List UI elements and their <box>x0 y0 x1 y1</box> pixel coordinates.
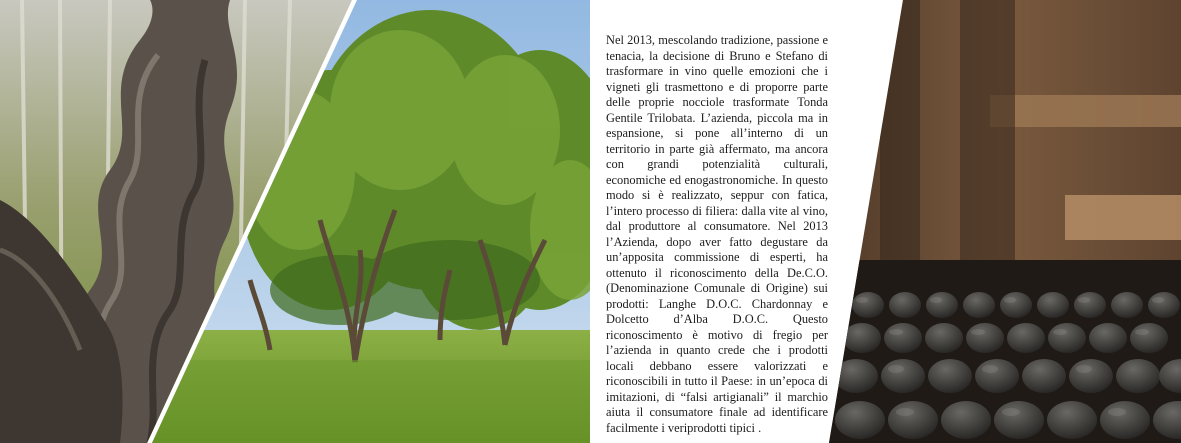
article-text-block <box>606 33 828 436</box>
wine-cellar-bottles-photo <box>820 0 1181 443</box>
article-paragraph: Nel 2013, mescolando tradizione, passione e tenacia, la decisione di Bruno e Stefano di trasformare in vino quelle emozioni che i vigneti gli trasmettono e di proporre parte delle proprie nocciole trasformate Tonda Gentile Trilobata. L’azienda, piccola ma in espansione, si pone all’interno di un territorio in parte già affermato, ma ancora con grandi potenzialità culturali, economiche ed enogastronomiche. In questo modo si è realizzato, seppur con fatica, l’intero processo di filiera: dalla vite al vino, dal produttore al consumatore. Nel 2013 l’Azienda, dopo aver fatto degustare da un’apposita commissione di esperti, ha ottenuto il riconoscimento della De.C.O. (Denominazione Comunale di Origine) sui prodotti: Langhe D.O.C. Chardonnay e Dolcetto d’Alba D.O.C. Questo riconoscimento è motivo di fregio per l’azienda in quanto crede che i prodotti locali debbano essere valorizzati e riconoscibili in tutto il Paese: in un’epoca di imitazioni, di “falsi artigianali” il marchio aiuta il consumatore finale ad identificare facilmente i veriprodotti tipici . <box>606 33 828 435</box>
